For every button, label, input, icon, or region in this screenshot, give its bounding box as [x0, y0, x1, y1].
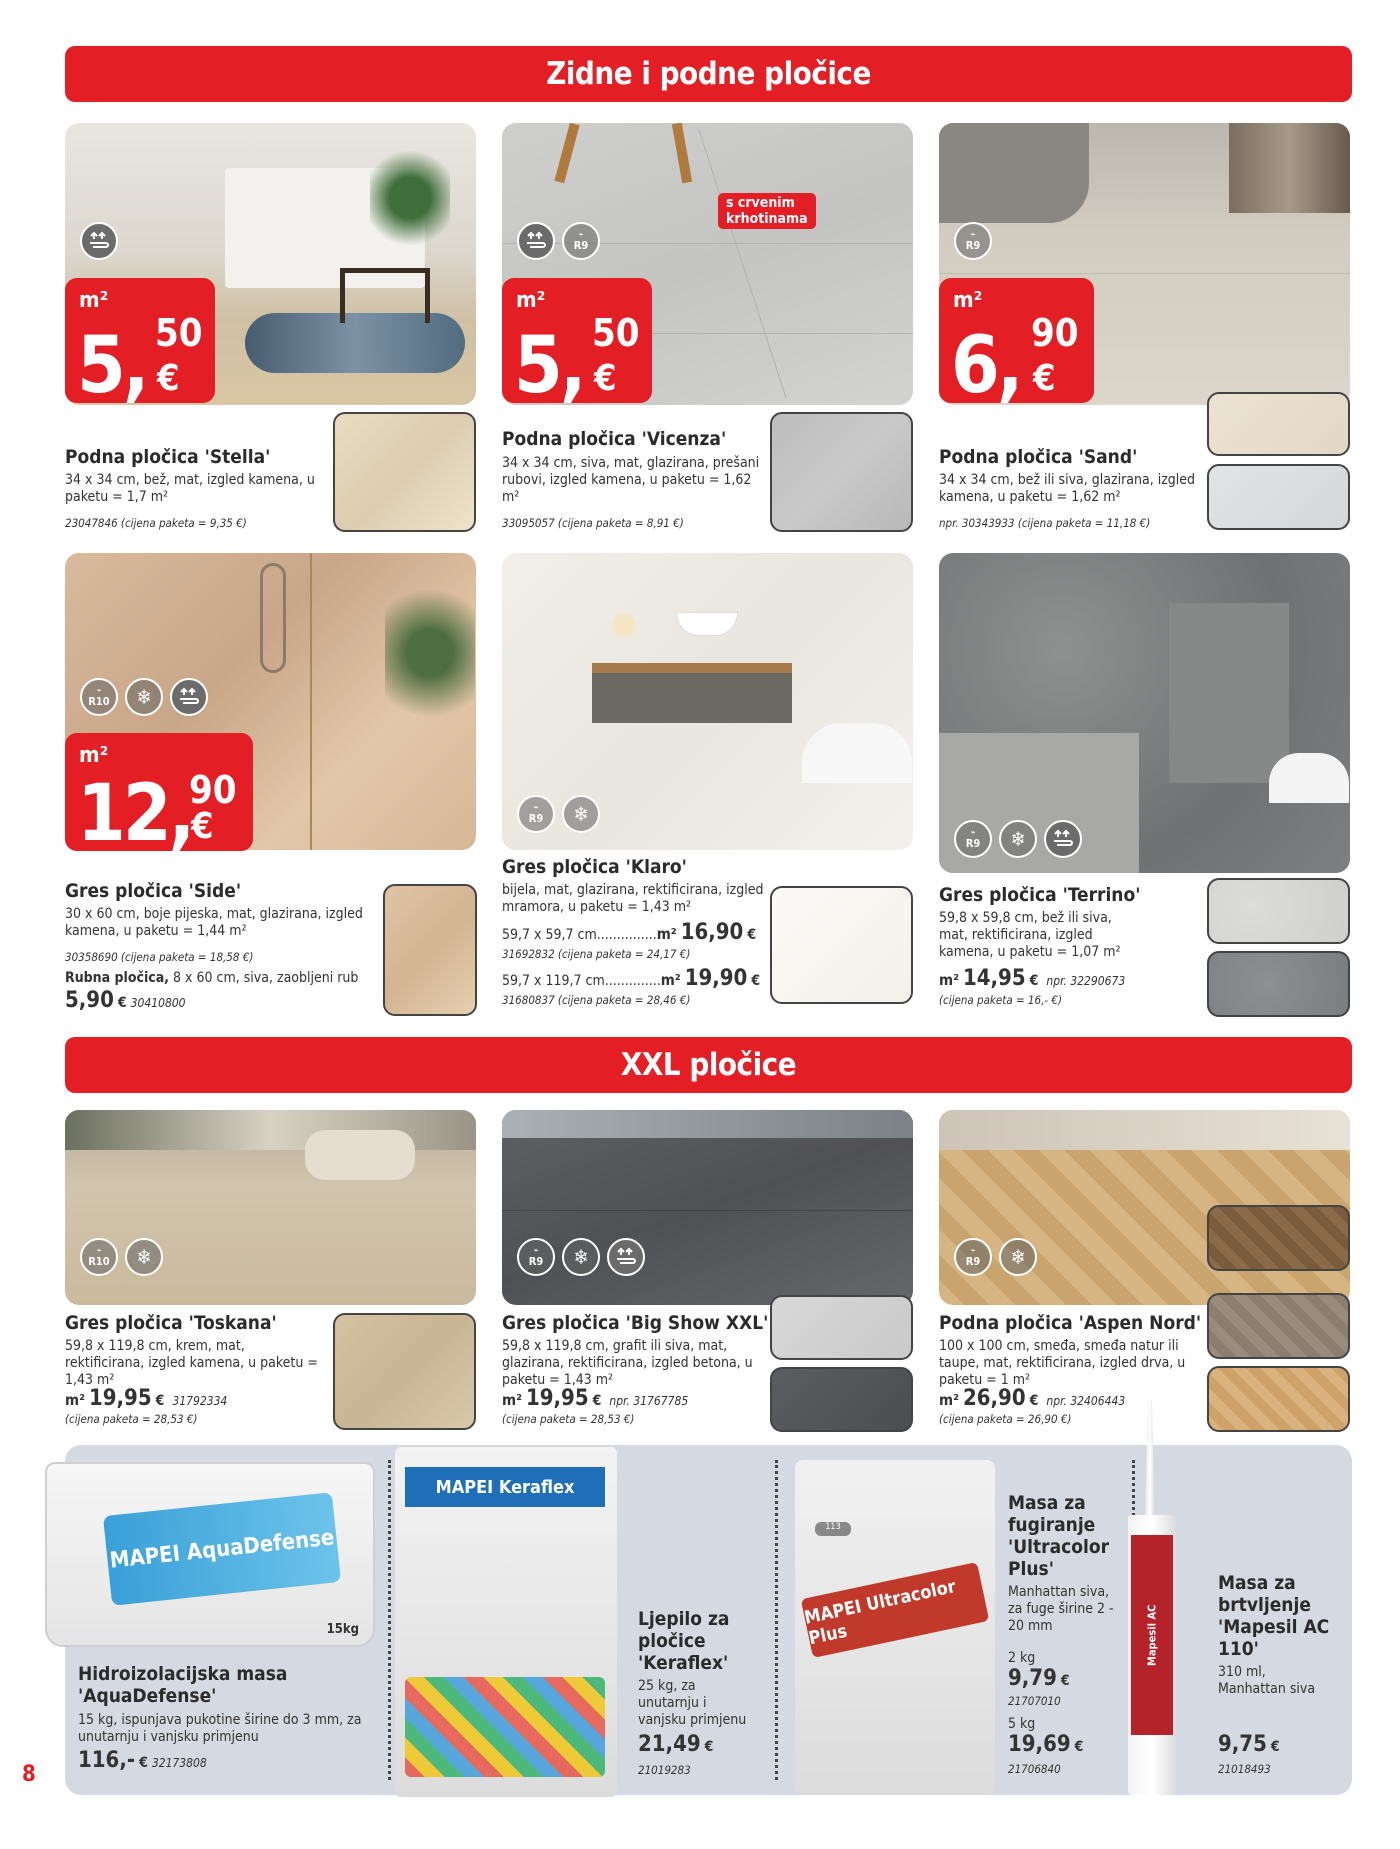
floor-heating-icon [607, 1238, 645, 1276]
article-number: 31680837 (cijena paketa = 28,46 €) [502, 993, 691, 1007]
icon-label: R9 [965, 837, 981, 850]
slip-resistance-r10-icon: ⌁ R10 [80, 1238, 118, 1276]
floor-heating-icon [80, 222, 118, 260]
product-price: 14,95 [962, 966, 1026, 991]
product-name: Masa za brtvljenje 'Mapesil AC 110' [1218, 1572, 1330, 1660]
edge-tile-price: 5,90 [65, 988, 114, 1013]
variant-price-line [502, 920, 756, 945]
product-description: 34 x 34 cm, bež ili siva, glazirana, izgled kamena, u paketu = 1,62 m² [939, 472, 1196, 505]
price-cents: 90 [1031, 311, 1079, 355]
product-description: Manhattan siva, za fuge širine 2 - 20 mm [1008, 1584, 1114, 1634]
bag-image [395, 1447, 617, 1797]
tile-swatch-grey [1207, 951, 1350, 1017]
article-number: npr. 31767785 [609, 1394, 689, 1408]
slip-resistance-r10-icon: ⌁ R10 [80, 678, 118, 716]
edge-tile-article: 30410800 [130, 996, 186, 1010]
product-price: 9,75 [1218, 1732, 1267, 1757]
currency: € [1029, 973, 1039, 989]
currency: € [1029, 1393, 1039, 1409]
price-unit: m² [516, 288, 546, 313]
tile-swatch-grey [770, 1295, 913, 1360]
cartridge-image [1145, 1400, 1155, 1520]
article-number: npr. 32290673 [1046, 974, 1126, 988]
floor-heating-icon [1044, 820, 1082, 858]
frost-resistant-icon: ❄ [999, 1238, 1037, 1276]
floor-heating-icon [170, 678, 208, 716]
price-whole: 12, [77, 769, 193, 859]
pack-label: MAPEI AquaDefense [103, 1492, 341, 1606]
price-line [638, 1732, 713, 1757]
product-name: Gres pločica 'Side' [65, 880, 242, 902]
currency: € [592, 1393, 602, 1409]
tile-swatch-beige [1207, 392, 1350, 456]
price-unit: m² [502, 1391, 522, 1409]
product-name: Podna pločica 'Vicenza' [502, 428, 727, 450]
variant-price-line [1008, 1666, 1070, 1691]
product-name: Podna pločica 'Aspen Nord' [939, 1312, 1202, 1334]
product-price: 116,- [78, 1748, 136, 1773]
variant-price-line [1008, 1732, 1083, 1757]
tile-swatch [333, 412, 476, 532]
product-name: Gres pločica 'Klaro' [502, 856, 687, 878]
slip-resistance-r9-icon: ⌁ R9 [954, 222, 992, 260]
price-unit: m² [953, 288, 983, 313]
price-line [78, 1748, 207, 1773]
product-name: Podna pločica 'Stella' [65, 446, 271, 468]
price-cents: 90 [189, 768, 237, 812]
pack-label: Mapesil AC [1131, 1535, 1173, 1735]
feature-icons [517, 222, 600, 260]
feature-icons [954, 820, 1082, 858]
price-line [65, 1386, 227, 1411]
product-description: bijela, mat, glazirana, rektificirana, izgled mramora, u paketu = 1,43 m² [502, 882, 764, 915]
product-price: 19,95 [525, 1386, 589, 1411]
price-line [1218, 1732, 1280, 1757]
product-description: 59,8 x 119,8 cm, krem, mat, rektificirana, izgled kamena, u paketu = 1,43 m² [65, 1338, 318, 1388]
feature-icons [80, 222, 118, 260]
product-description: 34 x 34 cm, bež, mat, izgled kamena, u paketu = 1,7 m² [65, 472, 315, 505]
price-unit: m² [79, 288, 109, 313]
tile-swatch-taupe [1207, 1293, 1350, 1359]
currency: € [1074, 1739, 1084, 1755]
icon-label: R9 [965, 1255, 981, 1268]
icon-label: R10 [88, 1255, 110, 1268]
product-description: 25 kg, za unutarnju i vanjsku primjenu [638, 1678, 747, 1728]
icon-label: R9 [573, 239, 589, 252]
frost-resistant-icon: ❄ [562, 1238, 600, 1276]
package-price: (cijena paketa = 28,53 €) [502, 1412, 635, 1426]
currency: € [139, 1755, 148, 1771]
article-number: 30358690 (cijena paketa = 18,58 €) [65, 950, 254, 964]
product-description: 30 x 60 cm, boje pijeska, mat, glazirana, izgled kamena, u paketu = 1,44 m² [65, 906, 363, 939]
product-name: Gres pločica 'Big Show XXL' [502, 1312, 769, 1334]
frost-resistant-icon: ❄ [999, 820, 1037, 858]
currency: € [117, 995, 127, 1011]
feature-icons [80, 678, 208, 716]
article-number: 31792334 [172, 1394, 228, 1408]
icon-label: R10 [88, 695, 110, 708]
section-title: Zidne i podne pločice [546, 56, 871, 92]
price-whole: 5, [514, 321, 584, 411]
icon-label: R9 [528, 1255, 544, 1268]
product-price: 19,95 [88, 1386, 152, 1411]
product-name: Gres pločica 'Toskana' [65, 1312, 277, 1334]
section-banner-xxl-tiles [65, 1037, 1352, 1093]
slip-resistance-r9-icon: ⌁ R9 [517, 1238, 555, 1276]
price-box [939, 278, 1094, 411]
price-whole: 6, [951, 321, 1021, 411]
tile-swatch-brown [1207, 1205, 1350, 1271]
variant-size: 59,7 x 59,7 cm [502, 927, 597, 943]
tile-swatch-beige [1207, 878, 1350, 944]
divider [388, 1460, 391, 1780]
tile-swatch-grey [1207, 464, 1350, 530]
price-unit: m² [65, 1391, 85, 1409]
variant-size: 59,7 x 119,7 cm [502, 973, 605, 989]
edge-tile-desc: 8 x 60 cm, siva, zaobljeni rub [169, 970, 359, 986]
product-price: 21,49 [638, 1732, 701, 1757]
slip-resistance-r9-icon: ⌁ R9 [562, 222, 600, 260]
price-box [65, 733, 253, 859]
bag-image [795, 1460, 995, 1795]
price-currency: € [191, 806, 214, 847]
feature-icons [954, 1238, 1037, 1276]
edge-tile-name: Rubna pločica, [65, 970, 170, 986]
currency: € [751, 973, 761, 989]
product-description: 15 kg, ispunjava pukotine širine do 3 mm, za unutarnju i vanjsku primjenu [78, 1712, 362, 1745]
price-currency: € [594, 358, 617, 399]
variant-price: 19,90 [684, 966, 748, 991]
tile-swatch [383, 884, 477, 1016]
currency: € [155, 1393, 165, 1409]
frost-resistant-icon: ❄ [125, 1238, 163, 1276]
product-name: Ljepilo za pločice 'Keraflex' [638, 1608, 730, 1674]
section-banner-wall-floor-tiles [65, 46, 1352, 102]
price-unit: m² [660, 971, 681, 989]
floor-heating-icon [517, 222, 555, 260]
product-description: 100 x 100 cm, smeđa, smeđa natur ili taupe, mat, rektificirana, izgled drva, u paketu = 1 m² [939, 1338, 1186, 1388]
currency: € [704, 1739, 714, 1755]
article-number: npr. 32406443 [1046, 1394, 1126, 1408]
price-box [502, 278, 652, 411]
pack-weight: 15kg [326, 1622, 359, 1637]
tile-swatch [770, 886, 913, 1004]
feature-icons [517, 1238, 645, 1276]
pack-label: MAPEI Ultracolor Plus [801, 1562, 990, 1658]
variant-price: 19,69 [1008, 1732, 1071, 1757]
package-price: (cijena paketa = 26,90 €) [939, 1412, 1072, 1426]
variant-price: 9,79 [1008, 1666, 1057, 1691]
pack-code: 113 [815, 1522, 851, 1536]
slip-resistance-r9-icon: ⌁ R9 [954, 820, 992, 858]
variant-price-line [502, 966, 760, 991]
variant-price: 16,90 [680, 920, 744, 945]
article-number: 23047846 (cijena paketa = 9,35 €) [65, 516, 247, 530]
pack-label: MAPEI Keraflex [405, 1467, 605, 1507]
package-price: (cijena paketa = 28,53 €) [65, 1412, 198, 1426]
frost-resistant-icon: ❄ [125, 678, 163, 716]
divider [775, 1460, 778, 1780]
price-unit: m² [939, 971, 959, 989]
slip-resistance-r9-icon: ⌁ R9 [954, 1238, 992, 1276]
price-unit: m² [79, 743, 109, 768]
price-line [939, 966, 1125, 991]
price-unit: m² [939, 1391, 959, 1409]
product-description: 59,8 x 119,8 cm, grafit ili siva, mat, glazirana, rektificirana, izgled betona, u paketu = 1,43 m² [502, 1338, 753, 1388]
variant-tag: s crvenim krhotinama [718, 193, 816, 229]
tile-swatch-natur [1207, 1366, 1350, 1432]
price-unit: m² [656, 925, 677, 943]
tile-swatch-graphite [770, 1367, 913, 1432]
page-number: 8 [22, 1762, 36, 1787]
variant-size: 5 kg [1008, 1716, 1036, 1732]
price-currency: € [1033, 358, 1056, 399]
product-description: 59,8 x 59,8 cm, bež ili siva, mat, rektificirana, izgled kamena, u paketu = 1,07 m² [939, 910, 1121, 960]
price-whole: 5, [77, 321, 147, 411]
price-cents: 50 [155, 311, 203, 355]
article-number: npr. 30343933 (cijena paketa = 11,18 €) [939, 516, 1151, 530]
price-cents: 50 [592, 311, 640, 355]
cartridge-body [1128, 1515, 1176, 1795]
price-box [65, 278, 215, 411]
tile-swatch [333, 1313, 476, 1430]
price-line [939, 1386, 1125, 1411]
price-line [502, 1386, 688, 1411]
article-number: 21706840 [1008, 1762, 1061, 1776]
edge-tile-line [65, 970, 358, 986]
icon-label: R9 [965, 239, 981, 252]
article-number: 21018493 [1218, 1762, 1271, 1776]
article-number: 32173808 [151, 1756, 207, 1770]
currency: € [1060, 1673, 1070, 1689]
dot-leader: ............... [596, 927, 657, 943]
article-number: 21019283 [638, 1763, 691, 1777]
currency: € [1270, 1739, 1280, 1755]
article-number: 33095057 (cijena paketa = 8,91 €) [502, 516, 684, 530]
product-name: Masa za fugiranje 'Ultracolor Plus' [1008, 1492, 1110, 1580]
feature-icons [954, 222, 992, 260]
product-name: Podna pločica 'Sand' [939, 446, 1138, 468]
product-name: Hidroizolacijska masa 'AquaDefense' [78, 1663, 288, 1707]
price-currency: € [157, 358, 180, 399]
slip-resistance-r9-icon: ⌁ R9 [517, 795, 555, 833]
icon-label: R9 [528, 812, 544, 825]
section-title: XXL pločice [620, 1047, 797, 1083]
product-price: 26,90 [962, 1386, 1026, 1411]
product-description: 34 x 34 cm, siva, mat, glazirana, prešani rubovi, izgled kamena, u paketu = 1,62 m² [502, 455, 760, 505]
article-number: 21707010 [1008, 1694, 1061, 1708]
bucket-image [45, 1462, 375, 1647]
feature-icons [517, 795, 600, 833]
currency: € [747, 927, 757, 943]
product-description: 310 ml, Manhattan siva [1218, 1664, 1316, 1697]
dot-leader: .............. [604, 973, 661, 989]
package-price: (cijena paketa = 16,- €) [939, 993, 1063, 1007]
variant-size: 2 kg [1008, 1650, 1036, 1666]
frost-resistant-icon: ❄ [562, 795, 600, 833]
feature-icons [80, 1238, 163, 1276]
edge-tile-price-line [65, 988, 186, 1013]
article-number: 31692832 (cijena paketa = 24,17 €) [502, 947, 691, 961]
tile-swatch [770, 412, 913, 532]
product-name: Gres pločica 'Terrino' [939, 884, 1141, 906]
